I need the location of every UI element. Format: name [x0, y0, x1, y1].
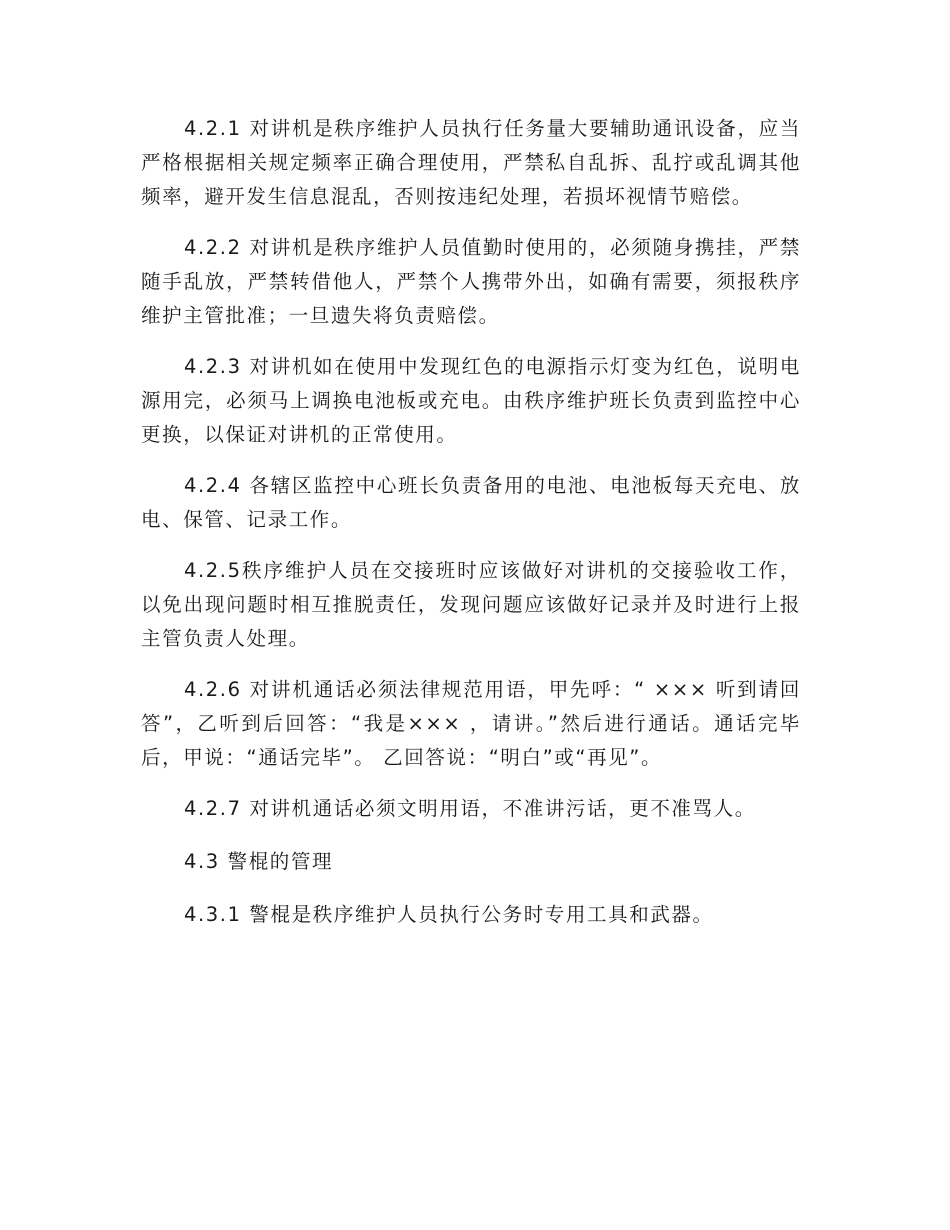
paragraph-4-2-6: 4.2.6 对讲机通话必须法律规范用语，甲先呼：“ ××× 听到请回答”，乙听到后回答：“我是××× ，请讲。”然后进行通话。通话完毕后，甲说：“通话完毕”。 乙回答说：“明白”或“再见”。 [141, 678, 801, 769]
document-body [141, 112, 801, 951]
section-heading-4-3: 4.3 警棍的管理 [184, 850, 334, 873]
paragraph-4-2-3: 4.2.3 对讲机如在使用中发现红色的电源指示灯变为红色，说明电源用完，必须马上调换电池板或充电。由秩序维护班长负责到监控中心更换，以保证对讲机的正常使用。 [141, 355, 801, 446]
paragraph-4-3-1: 4.3.1 警棍是秩序维护人员执行公务时专用工具和武器。 [184, 903, 714, 926]
paragraph-4-2-2: 4.2.2 对讲机是秩序维护人员值勤时使用的，必须随身携挂，严禁随手乱放，严禁转借他人，严禁个人携带外出，如确有需要，须报秩序维护主管批准；一旦遗失将负责赔偿。 [141, 236, 801, 327]
paragraph-4-2-7: 4.2.7 对讲机通话必须文明用语，不准讲污话，更不准骂人。 [184, 797, 756, 820]
paragraph-4-2-5: 4.2.5秩序维护人员在交接班时应该做好对讲机的交接验收工作，以免出现问题时相互推脱责任，发现问题应该做好记录并及时进行上报主管负责人处理。 [141, 559, 801, 650]
paragraph-4-2-1: 4.2.1 对讲机是秩序维护人员执行任务量大要辅助通讯设备，应当严格根据相关规定频率正确合理使用，严禁私自乱拆、乱拧或乱调其他频率，避开发生信息混乱，否则按违纪处理，若损坏视情节赔偿。 [141, 117, 801, 208]
paragraph-4-2-4: 4.2.4 各辖区监控中心班长负责备用的电池、电池板每天充电、放电、保管、记录工作。 [141, 474, 801, 531]
